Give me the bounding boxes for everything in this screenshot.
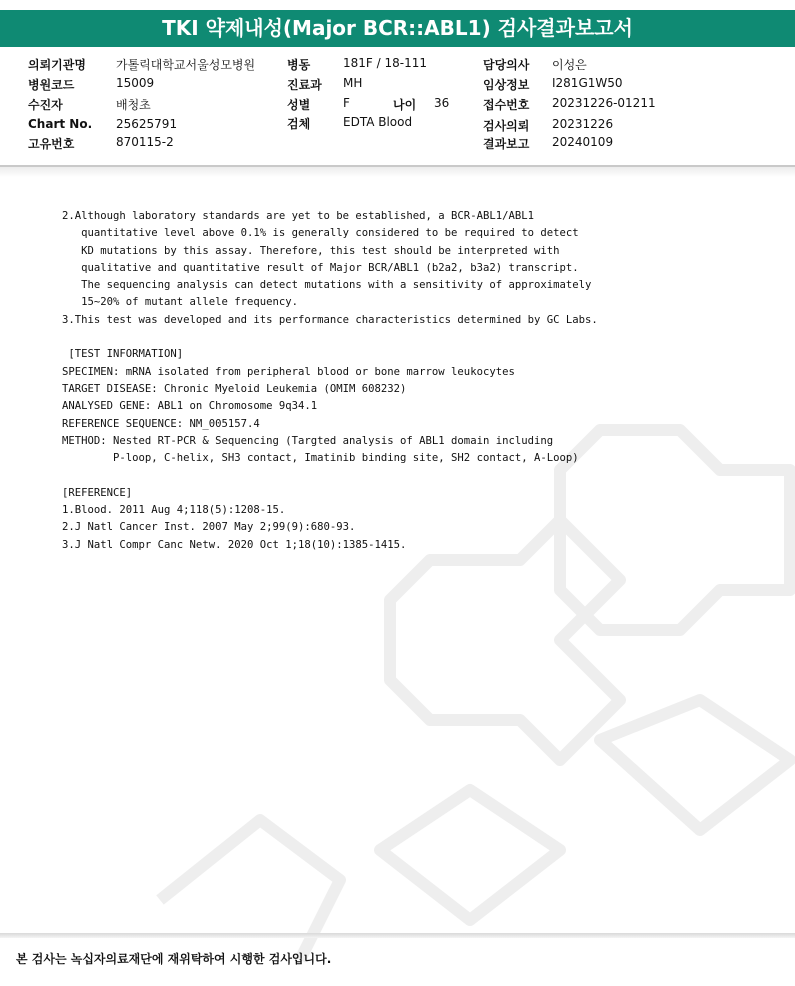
hospital-code-value: 15009 [116, 76, 155, 90]
department-label: 진료과 [287, 78, 322, 92]
report-date-label: 결과보고 [483, 137, 530, 151]
doctor-label: 담당의사 [483, 58, 530, 72]
receipt-no-value: 20231226-01211 [552, 96, 656, 110]
body-line: 3.This test was developed and its performance characteristics determined by GC Labs. [62, 313, 598, 326]
patient-value: 배청초 [116, 98, 151, 112]
body-line: METHOD: Nested RT-PCR & Sequencing (Targted analysis of ABL1 domain including [62, 434, 554, 447]
body-line: quantitative level above 0.1% is generally considered to be required to detect [62, 227, 579, 240]
body-line: qualitative and quantitative result of Major BCR/ABL1 (b2a2, b3a2) transcript. [62, 261, 579, 274]
doctor-value: 이성은 [552, 58, 587, 72]
body-line: TARGET DISEASE: Chronic Myeloid Leukemia (OMIM 608232) [62, 382, 407, 395]
hospital-code-label: 병원코드 [28, 78, 75, 92]
body-line: 1.Blood. 2011 Aug 4;118(5):1208-15. [62, 504, 286, 517]
age-label: 나이 [393, 98, 417, 112]
request-date-value: 20231226 [552, 117, 614, 131]
ward-value: 181F / 18-111 [343, 56, 427, 70]
request-date-label: 검사의뢰 [483, 119, 530, 133]
institution-value: 가톨릭대학교서울성모병원 [116, 58, 256, 72]
body-line [62, 329, 762, 346]
section-heading: [TEST INFORMATION] [62, 348, 184, 361]
specimen-label: 검체 [287, 117, 311, 131]
institution-label: 의뢰기관명 [28, 58, 86, 72]
footer-note: 본 검사는 녹십자의료재단에 재위탁하여 시행한 검사입니다. [16, 952, 332, 966]
department-value: MH [343, 76, 363, 90]
body-line: 15~20% of mutant allele frequency. [62, 296, 298, 309]
unique-id-label: 고유번호 [28, 137, 75, 151]
header-shadow [0, 167, 795, 177]
clinical-info-label: 임상정보 [483, 78, 530, 92]
body-line: KD mutations by this assay. Therefore, this test should be interpreted with [62, 244, 560, 257]
body-line: SPECIMEN: mRNA isolated from peripheral blood or bone marrow leukocytes [62, 365, 515, 378]
body-line: 2.J Natl Cancer Inst. 2007 May 2;99(9):680-93. [62, 521, 356, 534]
chart-no-value: 25625791 [116, 117, 178, 131]
specimen-value: EDTA Blood [343, 115, 413, 129]
clinical-info-value: I281G1W50 [552, 76, 623, 90]
receipt-no-label: 접수번호 [483, 98, 530, 112]
report-body [62, 208, 762, 554]
report-header [0, 47, 795, 167]
body-line: P-loop, C-helix, SH3 contact, Imatinib binding site, SH2 contact, A-Loop) [62, 452, 579, 465]
patient-label: 수진자 [28, 98, 63, 112]
age-value: 36 [434, 96, 450, 110]
footer-divider [0, 933, 795, 938]
chart-no-label: Chart No. [28, 117, 93, 131]
ward-label: 병동 [287, 58, 311, 72]
sex-value: F [343, 96, 350, 110]
body-line: REFERENCE SEQUENCE: NM_005157.4 [62, 417, 260, 430]
body-line: ANALYSED GENE: ABL1 on Chromosome 9q34.1 [62, 400, 318, 413]
body-line: The sequencing analysis can detect mutations with a sensitivity of approximately [62, 279, 592, 292]
unique-id-value: 870115-2 [116, 135, 174, 149]
body-line [62, 467, 762, 484]
report-title: TKI 약제내성(Major BCR::ABL1) 검사결과보고서 [0, 10, 795, 47]
section-heading: [REFERENCE] [62, 486, 133, 499]
body-line: 2.Although laboratory standards are yet to be established, a BCR-ABL1/ABL1 [62, 210, 534, 222]
sex-label: 성별 [287, 98, 311, 112]
report-date-value: 20240109 [552, 135, 614, 149]
body-line: 3.J Natl Compr Canc Netw. 2020 Oct 1;18(10):1385-1415. [62, 538, 407, 551]
